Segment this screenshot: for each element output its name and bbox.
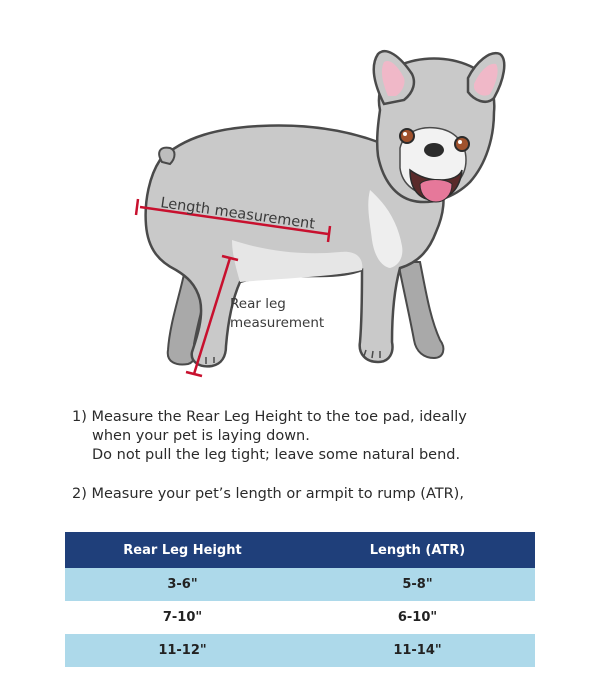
dog-far-front-leg bbox=[398, 262, 443, 358]
header-rear-leg-height: Rear Leg Height bbox=[65, 532, 300, 568]
header-length-atr: Length (ATR) bbox=[300, 532, 535, 568]
dog-nose bbox=[424, 143, 444, 157]
length-measurement-label: Length measurement bbox=[159, 195, 316, 233]
cell-rear-leg-height: 11-12" bbox=[65, 634, 300, 667]
step1-line1: 1) Measure the Rear Leg Height to the toe pad, ideally bbox=[72, 409, 467, 425]
dog-left-eye-glint bbox=[403, 132, 407, 136]
measurement-instructions bbox=[72, 408, 572, 524]
cell-rear-leg-height: 7-10" bbox=[65, 601, 300, 634]
step1-line3: Do not pull the leg tight; leave some natural bend. bbox=[92, 447, 461, 463]
dog-right-eye bbox=[455, 137, 469, 151]
table-header-row bbox=[65, 532, 535, 568]
step1-line2: when your pet is laying down. bbox=[92, 428, 310, 444]
cell-rear-leg-height: 3-6" bbox=[65, 568, 300, 601]
step2-line1: 2) Measure your pet’s length or armpit to rump (ATR), bbox=[72, 486, 464, 502]
size-chart-table bbox=[65, 532, 535, 667]
rear-leg-label-line2: measurement bbox=[230, 315, 325, 331]
dog-left-eye bbox=[400, 129, 414, 143]
table-row bbox=[65, 634, 535, 667]
instruction-step-1 bbox=[72, 408, 572, 465]
length-measurement-cap-left bbox=[136, 199, 138, 215]
cell-length-atr: 5-8" bbox=[300, 568, 535, 601]
dog-right-eye-glint bbox=[458, 140, 462, 144]
dog-tail bbox=[159, 148, 174, 164]
table-row bbox=[65, 601, 535, 634]
table-row bbox=[65, 568, 535, 601]
cell-length-atr: 6-10" bbox=[300, 601, 535, 634]
instruction-step-2 bbox=[72, 485, 572, 504]
cell-length-atr: 11-14" bbox=[300, 634, 535, 667]
rear-leg-label-line1: Rear leg bbox=[230, 296, 286, 312]
